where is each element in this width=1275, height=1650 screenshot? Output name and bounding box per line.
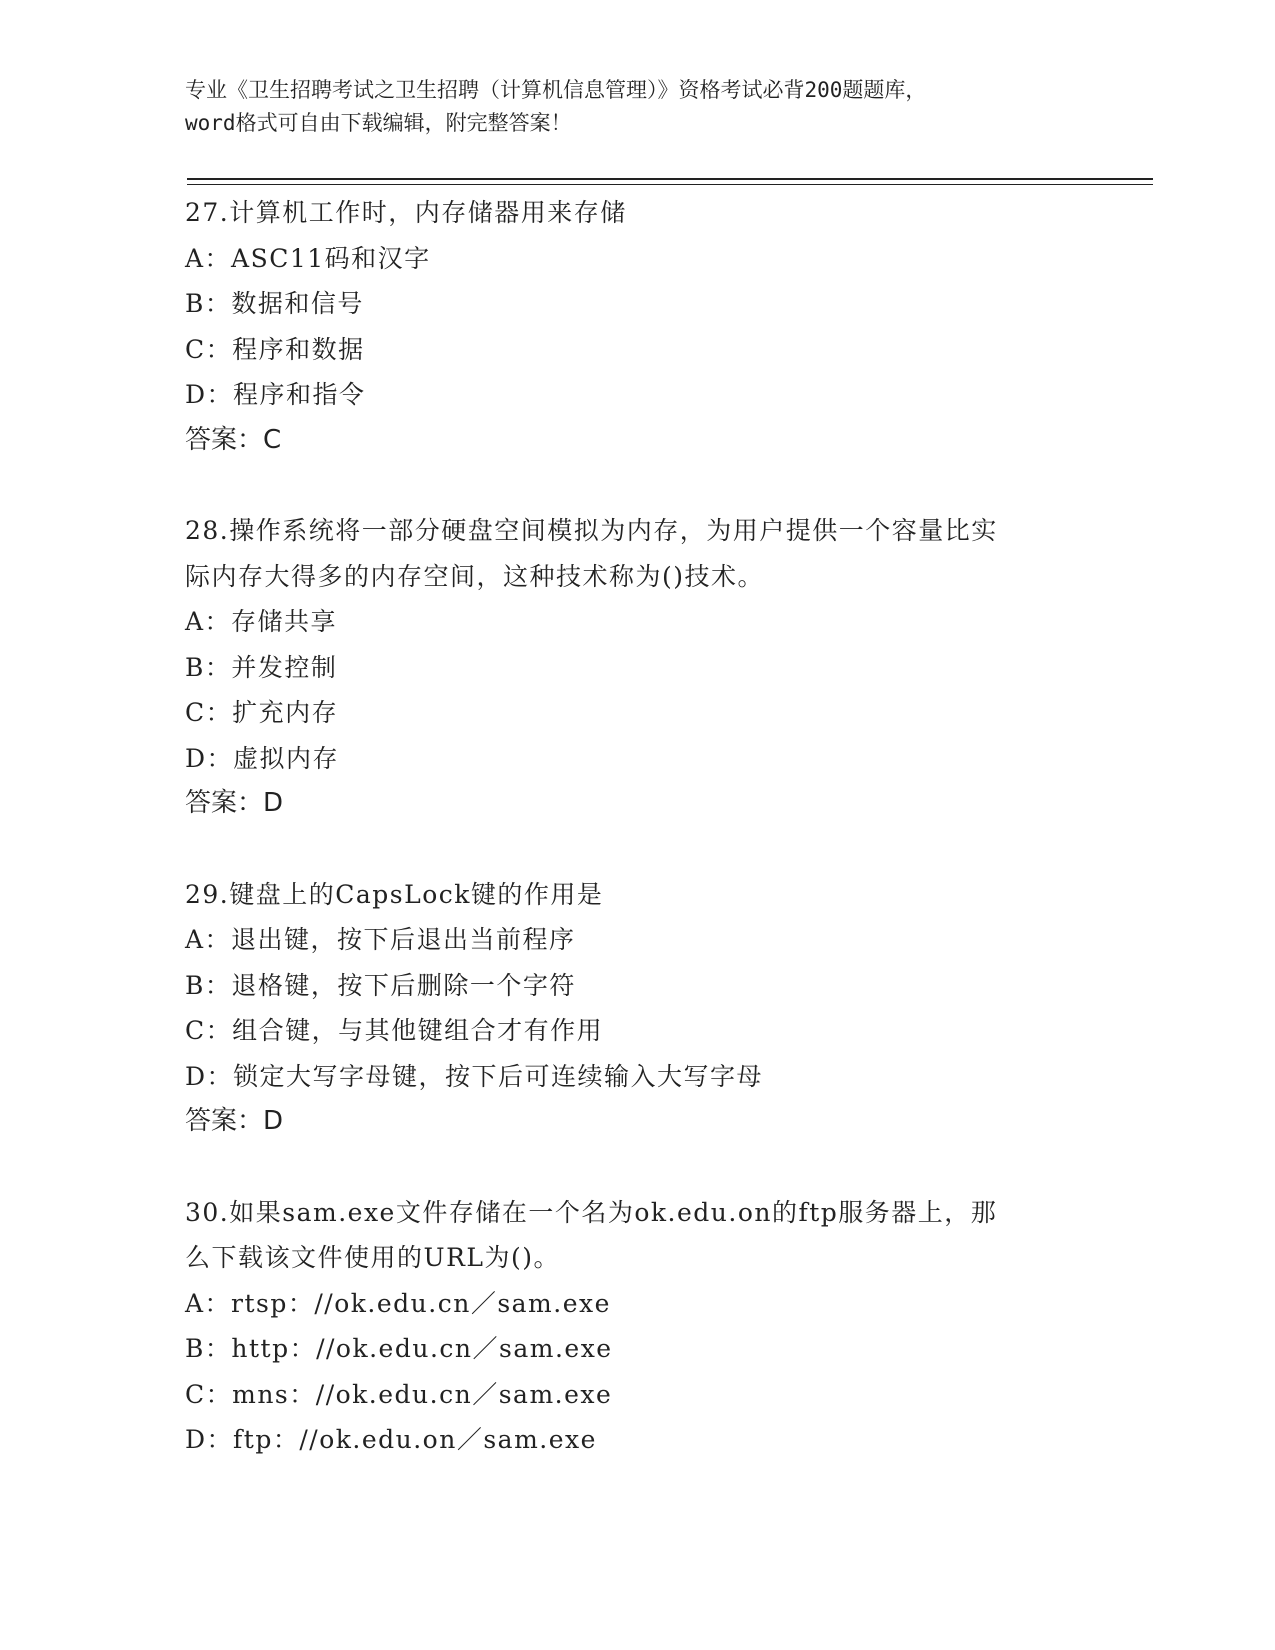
answer-option: A：退出键，按下后退出当前程序 xyxy=(185,925,576,954)
question-stem: 29.键盘上的CapsLock键的作用是 xyxy=(185,879,604,909)
header-title-line-1: 专业《卫生招聘考试之卫生招聘（计算机信息管理）》资格考试必背200题题库， xyxy=(185,78,927,102)
answer-option: C：扩充内存 xyxy=(185,698,339,727)
answer-option: A：rtsp：//ok.edu.cn／sam.exe xyxy=(185,1288,611,1318)
answer-option: A：存储共享 xyxy=(185,607,338,636)
question-stem: 28.操作系统将一部分硬盘空间模拟为内存，为用户提供一个容量比实 xyxy=(185,516,998,545)
document-header xyxy=(185,74,1085,140)
answer-option: C：程序和数据 xyxy=(185,334,365,364)
answer-option: D：ftp：//ok.edu.on／sam.exe xyxy=(185,1425,597,1454)
answer-key: 答案：D xyxy=(185,1106,284,1136)
answer-option: C：组合键，与其他键组合才有作用 xyxy=(185,1016,604,1045)
answer-option: B：并发控制 xyxy=(185,652,338,682)
header-divider-thin xyxy=(187,184,1153,185)
question-stem: 27.计算机工作时，内存储器用来存储 xyxy=(185,198,627,227)
header-divider-thick xyxy=(187,178,1153,180)
question-block xyxy=(185,190,1085,463)
question-block xyxy=(185,1190,1085,1463)
question-stem: 么下载该文件使用的URL为()。 xyxy=(185,1243,561,1272)
answer-option: D：程序和指令 xyxy=(185,380,366,409)
answer-key: 答案：C xyxy=(185,424,282,455)
answer-option: C：mns：//ok.edu.cn／sam.exe xyxy=(185,1379,613,1409)
answer-key: 答案：D xyxy=(185,788,284,818)
answer-option: A：ASC11码和汉字 xyxy=(185,243,431,273)
question-block xyxy=(185,508,1085,827)
question-stem: 际内存大得多的内存空间，这种技术称为()技术。 xyxy=(185,561,765,591)
question-stem: 30.如果sam.exe文件存储在一个名为ok.edu.on的ftp服务器上，那 xyxy=(185,1197,998,1227)
answer-option: D：锁定大写字母键，按下后可连续输入大写字母 xyxy=(185,1061,764,1091)
question-list xyxy=(185,190,1085,1508)
answer-option: B：http：//ok.edu.cn／sam.exe xyxy=(185,1334,613,1363)
header-title-line-2: word格式可自由下载编辑，附完整答案！ xyxy=(185,111,572,135)
question-block xyxy=(185,872,1085,1145)
answer-option: B：数据和信号 xyxy=(185,289,364,318)
answer-option: D：虚拟内存 xyxy=(185,743,340,773)
answer-option: B：退格键，按下后删除一个字符 xyxy=(185,970,576,1000)
